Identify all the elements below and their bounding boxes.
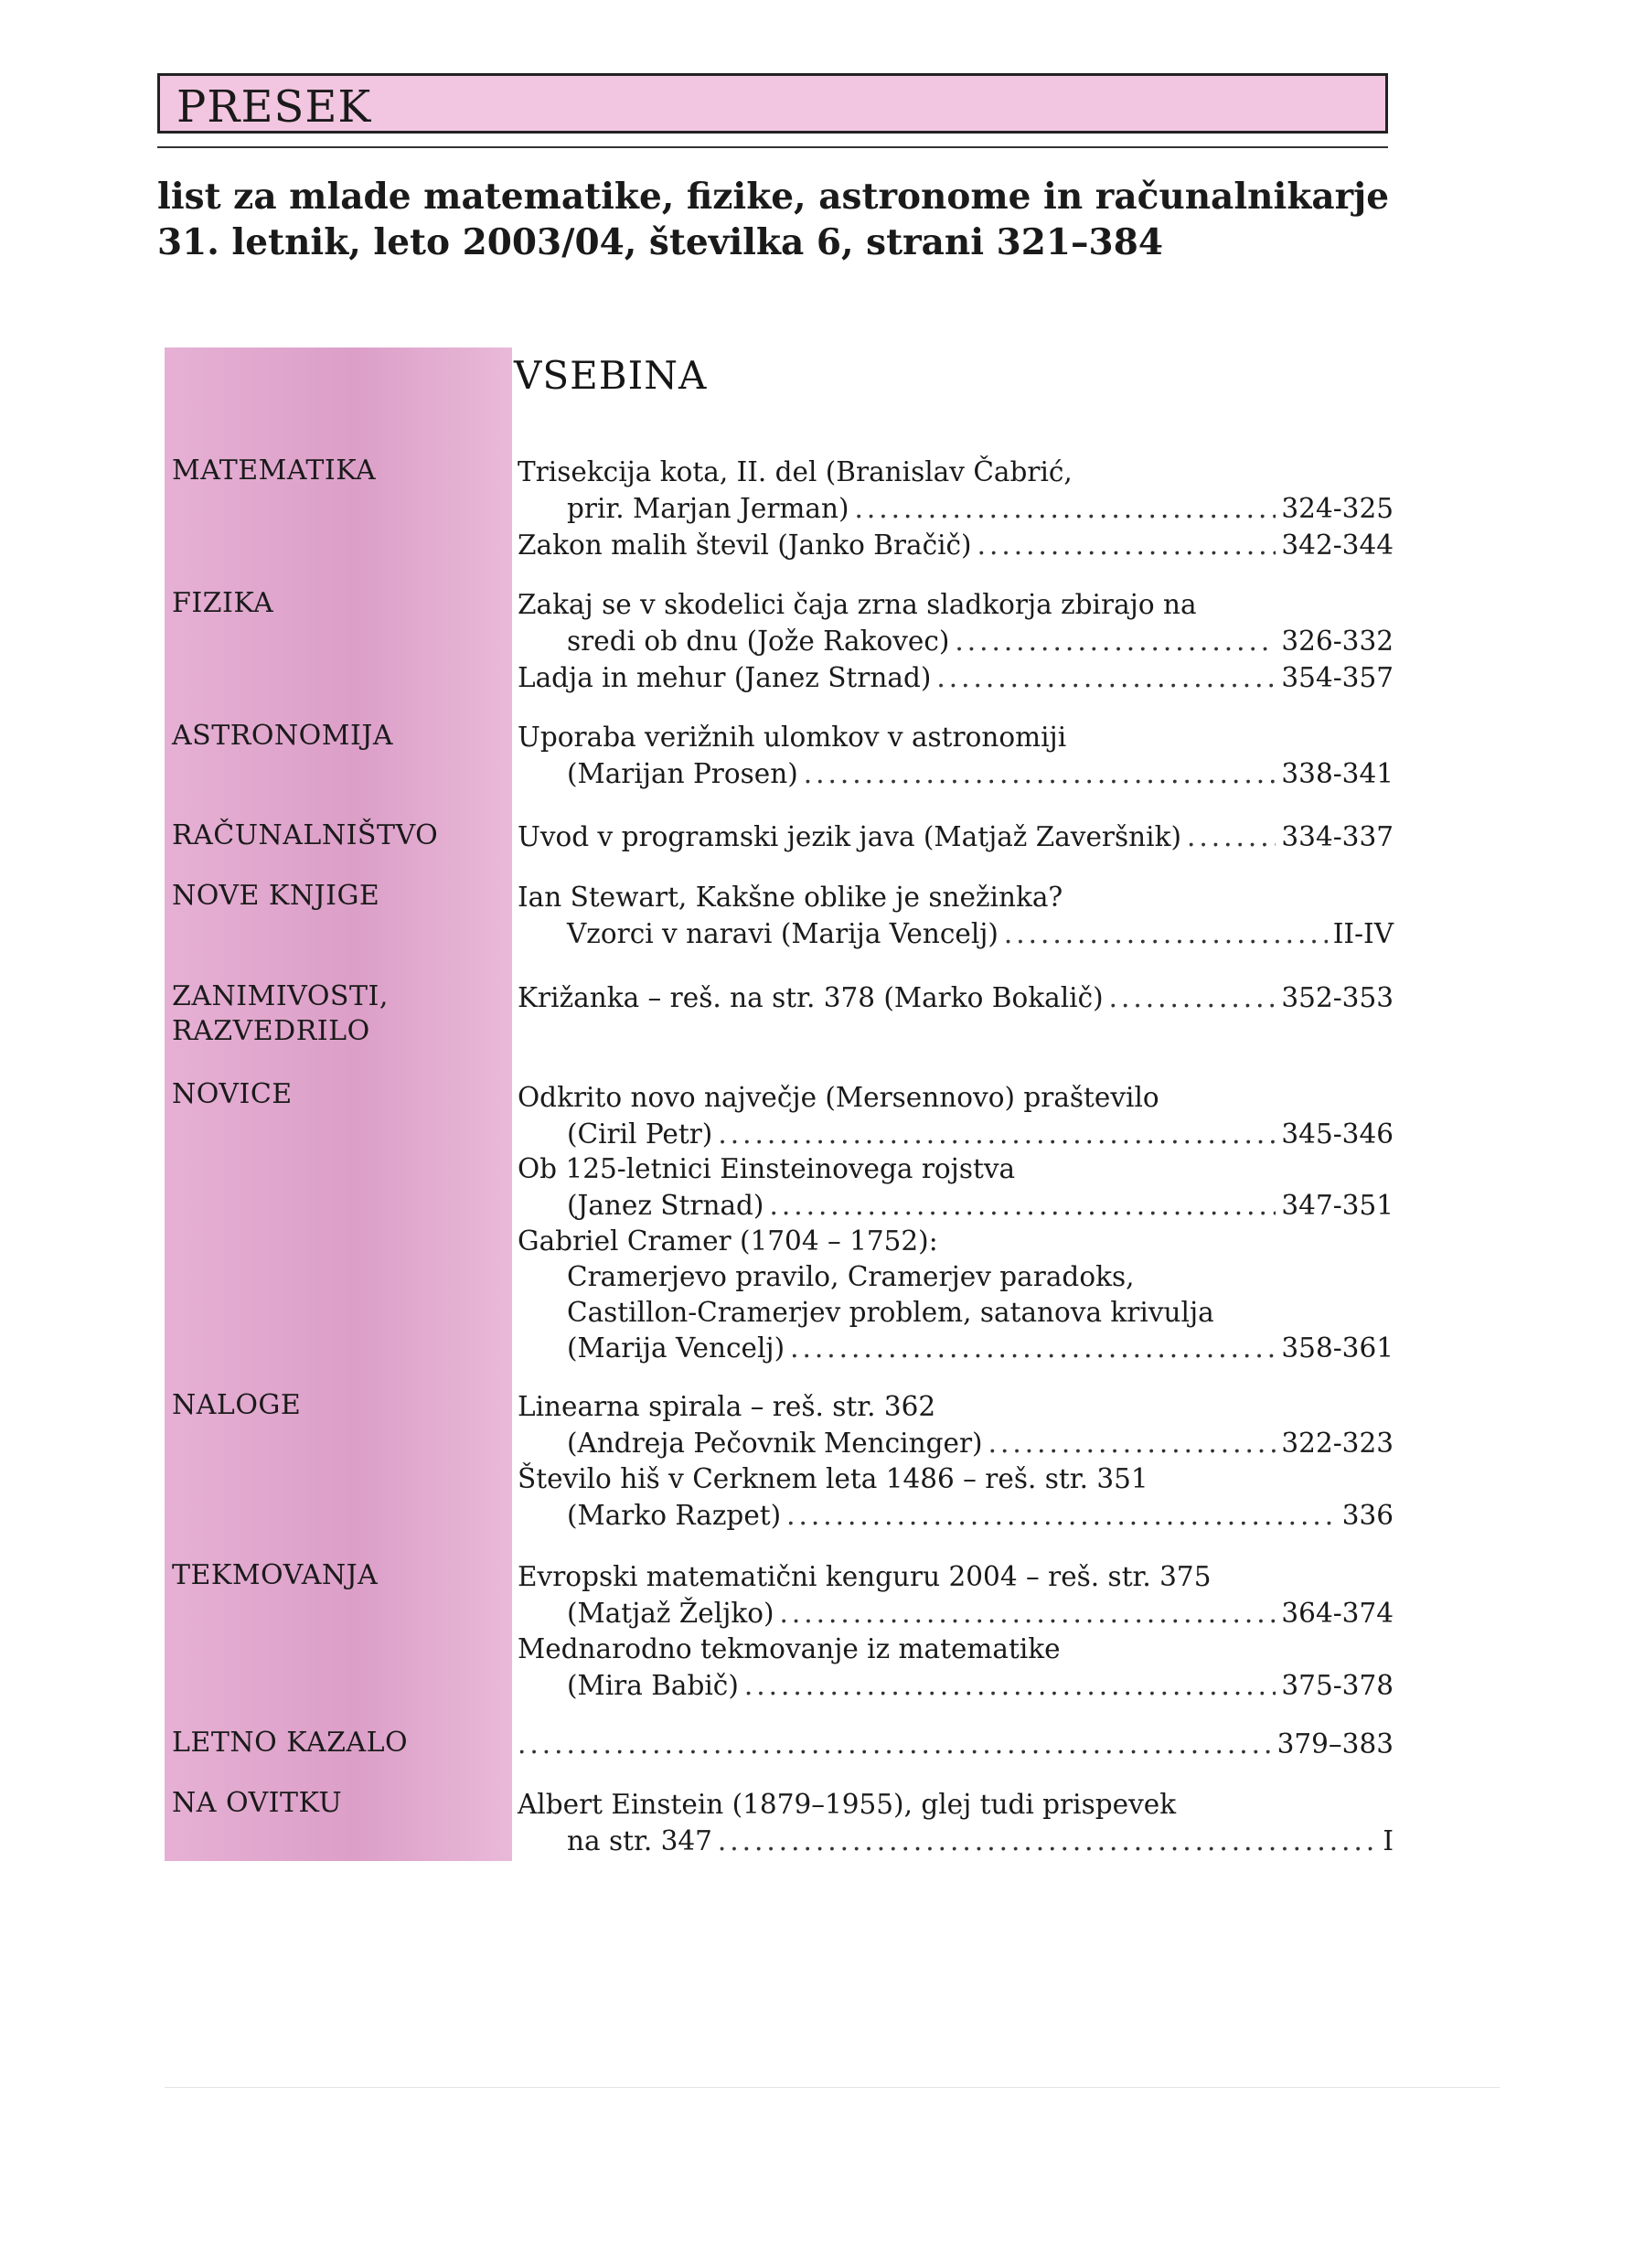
masthead-title: PRESEK (176, 81, 372, 133)
page-range: 352-353 (1281, 982, 1394, 1013)
entry-title: Uporaba verižnih ulomkov v astronomiji (518, 722, 1067, 753)
page-range: 375-378 (1281, 1670, 1394, 1701)
category-letno-kazalo: LETNO KAZALO (172, 1727, 409, 1759)
entry-reference: na str. 347 (567, 1825, 712, 1856)
toc-entry (567, 1823, 1394, 1859)
toc-entry (567, 490, 1394, 527)
toc-entry (567, 1425, 1394, 1461)
leader-dots (1187, 818, 1276, 855)
toc-entry (567, 1187, 1394, 1224)
entry-title: Mednarodno tekmovanje iz matematike (518, 1633, 1061, 1664)
page-range: 326-332 (1281, 626, 1394, 657)
leader-dots (790, 1330, 1276, 1366)
category-razvedrilo: RAZVEDRILO (172, 1015, 370, 1047)
page-range: 345-346 (1281, 1118, 1394, 1150)
entry-title: Križanka – reš. na str. 378 (Marko Bokalič) (518, 982, 1104, 1013)
leader-dots (977, 527, 1276, 563)
entry-title: Linearna spirala – reš. str. 362 (518, 1391, 936, 1422)
toc-entry (567, 1595, 1394, 1631)
category-nove-knjige: NOVE KNJIGE (172, 880, 380, 912)
page-range: 324-325 (1281, 493, 1394, 524)
toc-entry (518, 818, 1394, 855)
entry-title: Ob 125-letnici Einsteinovega rojstva (518, 1153, 1016, 1184)
footer-rule (165, 2087, 1500, 2088)
category-zanimivosti: ZANIMIVOSTI, (172, 980, 389, 1012)
leader-dots (718, 1823, 1377, 1859)
leader-dots (855, 490, 1276, 527)
category-na-ovitku: NA OVITKU (172, 1787, 343, 1819)
entry-title: Odkrito novo največje (Mersennovo) praštevilo (518, 1082, 1159, 1113)
entry-author: (Marko Razpet) (567, 1500, 782, 1531)
leader-dots (1004, 915, 1328, 952)
leader-dots (718, 1116, 1276, 1152)
leader-dots (955, 623, 1276, 659)
toc-entry (567, 915, 1394, 952)
page-range: 334-337 (1281, 821, 1394, 852)
entry-title: Gabriel Cramer (1704 – 1752): (518, 1225, 938, 1257)
leader-dots (780, 1595, 1276, 1631)
entry-title: Ian Stewart, Kakšne oblike je snežinka? (518, 882, 1063, 913)
entry-title: Albert Einstein (1879–1955), glej tudi prispevek (518, 1789, 1177, 1820)
subtitle-line-1: list za mlade matematike, fizike, astronome in računalnikarje (157, 176, 1390, 218)
page-range: 338-341 (1281, 758, 1394, 789)
category-fizika: FIZIKA (172, 587, 274, 619)
toc-entry (518, 527, 1394, 563)
category-astronomija: ASTRONOMIJA (172, 720, 394, 752)
page-range: 342-344 (1281, 530, 1394, 561)
entry-title-cont: Castillon-Cramerjev problem, satanova krivulja (567, 1297, 1214, 1328)
leader-dots (804, 755, 1276, 792)
toc-entry (567, 1667, 1394, 1704)
page-range: 379–383 (1276, 1728, 1394, 1760)
page-range: 336 (1341, 1500, 1394, 1531)
category-naloge: NALOGE (172, 1389, 302, 1421)
page-range: I (1383, 1825, 1394, 1856)
page-range: 358-361 (1281, 1332, 1394, 1364)
entry-author: (Janez Strnad) (567, 1190, 764, 1221)
entry-title-cont: Cramerjevo pravilo, Cramerjev paradoks, (567, 1261, 1135, 1292)
subtitle-line-2: 31. letnik, leto 2003/04, številka 6, strani 321–384 (157, 221, 1163, 263)
category-racunalnistvo: RAČUNALNIŠTVO (172, 819, 439, 851)
masthead-box (157, 73, 1388, 134)
leader-dots (786, 1497, 1337, 1534)
toc-entry (567, 1330, 1394, 1366)
entry-author: (Matjaž Željko) (567, 1598, 774, 1629)
contents-heading: VSEBINA (514, 353, 708, 398)
page-range: 347-351 (1281, 1190, 1394, 1221)
toc-entry (567, 755, 1394, 792)
entry-title: Zakon malih števil (Janko Bračič) (518, 530, 972, 561)
category-tekmovanja: TEKMOVANJA (172, 1559, 379, 1591)
entry-title: Ladja in mehur (Janez Strnad) (518, 662, 932, 693)
toc-entry (518, 979, 1394, 1016)
page-range: II-IV (1332, 918, 1394, 949)
toc-entry (567, 623, 1394, 659)
toc-entry (518, 659, 1394, 696)
entry-title: Evropski matematični kenguru 2004 – reš. str. 375 (518, 1561, 1212, 1592)
page-range: 354-357 (1281, 662, 1394, 693)
leader-dots (518, 1726, 1272, 1762)
leader-dots (744, 1667, 1276, 1704)
leader-dots (988, 1425, 1276, 1461)
toc-entry (567, 1116, 1394, 1152)
page-range: 364-374 (1281, 1598, 1394, 1629)
masthead-rule (157, 146, 1388, 148)
leader-dots (1109, 979, 1276, 1016)
entry-author: prir. Marjan Jerman) (567, 493, 849, 524)
entry-subtitle: Vzorci v naravi (Marija Vencelj) (567, 918, 999, 949)
entry-author: (Andreja Pečovnik Mencinger) (567, 1428, 983, 1459)
entry-author: (Marijan Prosen) (567, 758, 798, 789)
entry-title: Trisekcija kota, II. del (Branislav Čabrić, (518, 456, 1073, 487)
entry-author: sredi ob dnu (Jože Rakovec) (567, 626, 950, 657)
entry-author: (Marija Vencelj) (567, 1332, 785, 1364)
toc-entry (567, 1497, 1394, 1534)
page-range: 322-323 (1281, 1428, 1394, 1459)
leader-dots (769, 1187, 1276, 1224)
entry-author: (Ciril Petr) (567, 1118, 713, 1150)
entry-title: Uvod v programski jezik java (Matjaž Zaveršnik) (518, 821, 1181, 852)
leader-dots (936, 659, 1276, 696)
category-matematika: MATEMATIKA (172, 455, 377, 487)
entry-author: (Mira Babič) (567, 1670, 739, 1701)
toc-entry (518, 1726, 1394, 1762)
category-novice: NOVICE (172, 1078, 293, 1110)
entry-title: Zakaj se v skodelici čaja zrna sladkorja zbirajo na (518, 589, 1197, 620)
entry-title: Število hiš v Cerknem leta 1486 – reš. str. 351 (518, 1463, 1148, 1494)
